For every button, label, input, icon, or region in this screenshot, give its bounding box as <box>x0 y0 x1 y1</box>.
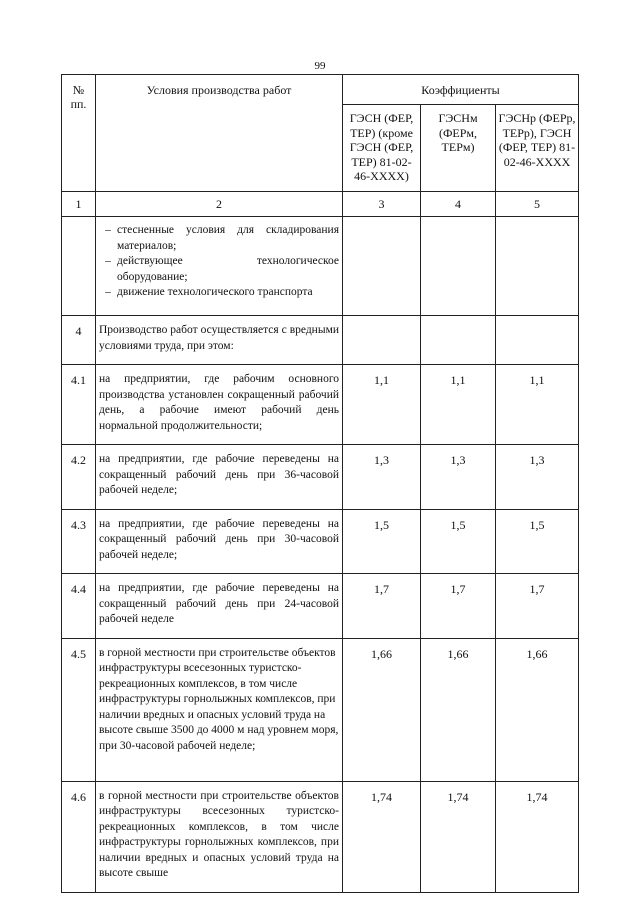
row-number: 4.1 <box>62 365 96 445</box>
table-row <box>62 365 579 445</box>
coef-gesnr: 1,1 <box>496 365 579 445</box>
coef-gesnm: 1,3 <box>421 445 496 510</box>
row-text: на предприятии, где рабочие переведены на сокращенный рабочий день при 24-часовой рабочей неделе <box>96 574 343 639</box>
row-number: 4.5 <box>62 638 96 781</box>
coef-gesnm: 1,1 <box>421 365 496 445</box>
coef-gesnr: 1,5 <box>496 509 579 574</box>
table-row <box>62 316 579 365</box>
row-text: Производство работ осуществляется с вредными условиями труда, при этом: <box>96 316 343 365</box>
header-num: № пп. <box>62 75 96 192</box>
coef-gesn: 1,7 <box>343 574 421 639</box>
table-row-continuation <box>62 217 579 316</box>
coefficients-table <box>61 74 579 893</box>
header-col-gesn: ГЭСН (ФЕР, ТЕР) (кроме ГЭСН (ФЕР, ТЕР) 81-02-46-XXXX) <box>343 105 421 192</box>
coef-gesn <box>343 316 421 365</box>
row-number: 4.4 <box>62 574 96 639</box>
row-text: в горной местности при строительстве объектов инфраструктуры всесезонных туристско-рекреационных комплексов, в том числе инфраструктуры горнолыжных комплексов, при наличии вредных и опасных условий труда на высоте свыше 3500 до 4000 м над уровнем моря, при 30-часовой рабочей неделе; <box>96 638 343 781</box>
column-number: 5 <box>496 192 579 217</box>
coef-gesn: 1,5 <box>343 509 421 574</box>
coef-cell <box>343 217 421 316</box>
page-number: 99 <box>314 60 326 72</box>
row-number: 4 <box>62 316 96 365</box>
column-number: 3 <box>343 192 421 217</box>
coef-gesnm: 1,7 <box>421 574 496 639</box>
row-text: на предприятии, где рабочие переведены на сокращенный рабочий день при 30-часовой рабочей неделе; <box>96 509 343 574</box>
table-row <box>62 638 579 781</box>
coef-gesnm: 1,5 <box>421 509 496 574</box>
coef-gesn: 1,3 <box>343 445 421 510</box>
coef-gesn: 1,74 <box>343 781 421 892</box>
row-number: 4.3 <box>62 509 96 574</box>
column-number: 4 <box>421 192 496 217</box>
coef-gesnr: 1,3 <box>496 445 579 510</box>
coef-cell <box>421 217 496 316</box>
coef-cell <box>496 217 579 316</box>
header-conditions: Условия производства работ <box>96 75 343 192</box>
coef-gesnr: 1,74 <box>496 781 579 892</box>
column-numbers-row <box>62 192 579 217</box>
table-row <box>62 781 579 892</box>
row-text: на предприятии, где рабочие переведены на сокращенный рабочий день при 36-часовой рабочей неделе; <box>96 445 343 510</box>
row-number <box>62 217 96 316</box>
header-coefficients: Коэффициенты <box>343 75 579 105</box>
coef-gesnr: 1,7 <box>496 574 579 639</box>
table-header-row <box>62 75 579 105</box>
list-item: – стесненные условия для складирования материалов; <box>105 224 339 252</box>
coef-gesn: 1,66 <box>343 638 421 781</box>
header-col-gesnm: ГЭСНм (ФЕРм, ТЕРм) <box>421 105 496 192</box>
row-number: 4.6 <box>62 781 96 892</box>
coef-gesnr <box>496 316 579 365</box>
continuation-text <box>96 217 343 316</box>
coef-gesnr: 1,66 <box>496 638 579 781</box>
coef-gesnm: 1,66 <box>421 638 496 781</box>
coef-gesnm <box>421 316 496 365</box>
table-row <box>62 509 579 574</box>
coef-gesnm: 1,74 <box>421 781 496 892</box>
column-number: 1 <box>62 192 96 217</box>
row-text: в горной местности при строительстве объектов инфраструктуры всесезонных туристско-рекреационных комплексов, в том числе инфраструктуры горнолыжных комплексов, при наличии вредных и опасных условий труда на высоте свыше <box>96 781 343 892</box>
table-row <box>62 445 579 510</box>
coef-gesn: 1,1 <box>343 365 421 445</box>
header-col-gesnr: ГЭСНр (ФЕРр, ТЕРр), ГЭСН (ФЕР, ТЕР) 81-02-46-XXXX <box>496 105 579 192</box>
list-item: – действующее технологическое оборудование; <box>105 255 339 283</box>
column-number: 2 <box>96 192 343 217</box>
table-row <box>62 574 579 639</box>
row-text: на предприятии, где рабочим основного производства установлен сокращенный рабочий день, а рабочие имеют рабочий день нормальной продолжительности; <box>96 365 343 445</box>
row-number: 4.2 <box>62 445 96 510</box>
list-item: – движение технологического транспорта <box>105 286 313 298</box>
